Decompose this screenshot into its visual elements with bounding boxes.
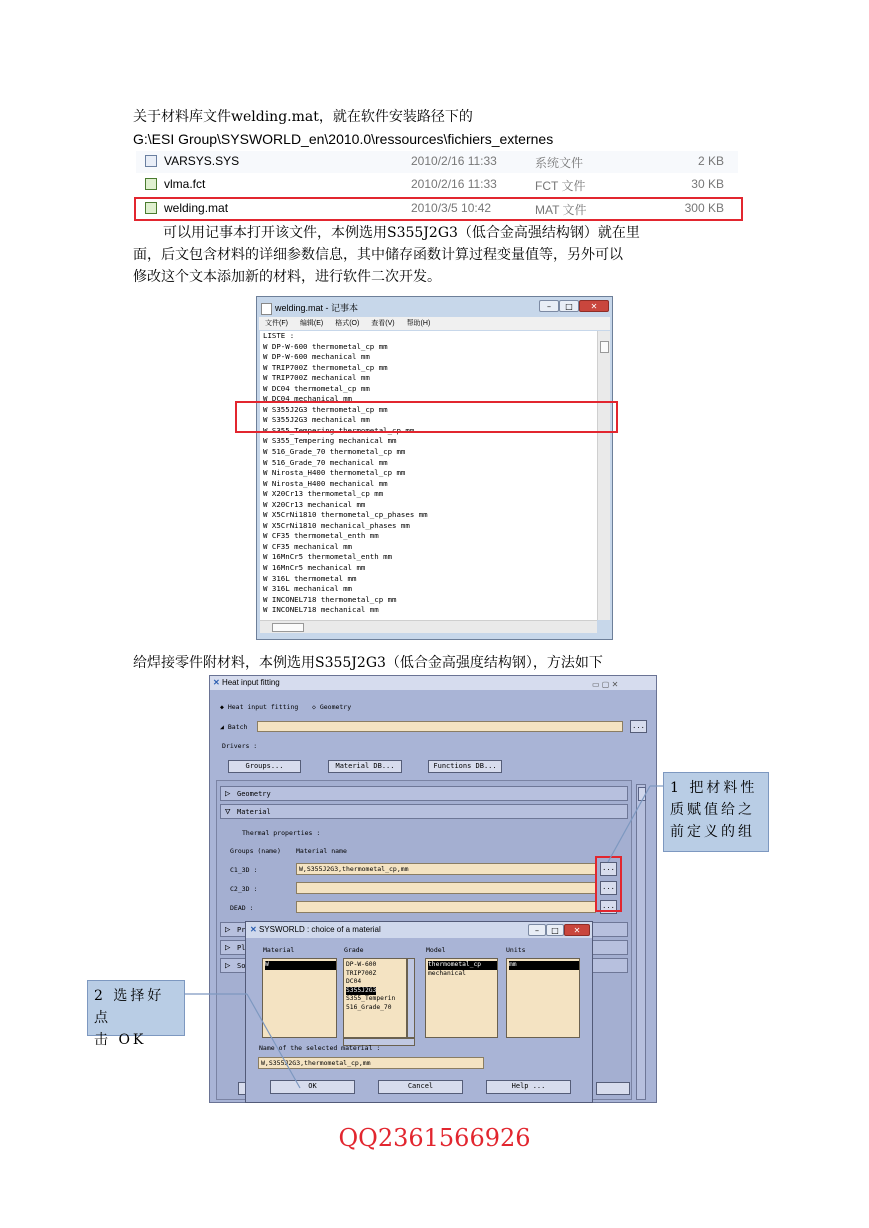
menu-format[interactable]: 格式(O): [335, 320, 360, 327]
text-line: W INCONEL718 thermometal_cp mm: [263, 594, 397, 604]
app-x-icon: ✕: [213, 678, 220, 687]
material-db-button[interactable]: Material DB...: [328, 760, 402, 773]
cancel-button[interactable]: Cancel: [378, 1080, 463, 1094]
expand-icon: ▷: [225, 943, 231, 953]
text-line: W 516_Grade_70 mechanical mm: [263, 457, 388, 467]
text-line: W S355_Tempering mechanical mm: [263, 436, 397, 446]
para2-line-3: 修改这个文本添加新的材料，进行软件二次开发。: [133, 269, 441, 285]
list-item[interactable]: TRIP700Z: [346, 969, 377, 977]
close-button[interactable]: ✕: [564, 924, 590, 936]
file-type: FCT 文件: [535, 179, 586, 193]
expand-icon: ▷: [225, 789, 231, 799]
tab-geometry[interactable]: ◇ Geometry: [312, 703, 352, 711]
selected-material-field[interactable]: W,S355J2G3,thermometal_cp,mm: [258, 1057, 484, 1069]
callout-select-ok: [87, 980, 185, 1048]
file-size: 30 KB: [691, 177, 724, 191]
group-label-dead: DEAD :: [230, 904, 254, 912]
choose-material-button-c2[interactable]: ...: [600, 881, 617, 895]
text-line: W 516_Grade_70 thermometal_cp mm: [263, 447, 406, 457]
menu-help[interactable]: 帮助(H): [406, 320, 431, 327]
material-field-c1[interactable]: W,S355J2G3,thermometal_cp,mm: [296, 863, 596, 875]
groups-button[interactable]: Groups...: [228, 760, 301, 773]
material-dialog-title: SYSWORLD : choice of a material: [258, 925, 381, 934]
section-collapsed-3[interactable]: ▷ So: [220, 958, 628, 973]
tab-heat-input[interactable]: ◆ Heat input fitting: [220, 703, 299, 711]
text-line: W 316L mechanical mm: [263, 584, 352, 594]
expand-icon: ▷: [225, 925, 231, 935]
footer-qq: QQ2361566926: [338, 1124, 531, 1152]
material-column-label: Material: [263, 946, 295, 954]
section-collapsed-1[interactable]: ▷ Pr: [220, 922, 628, 937]
minimize-button[interactable]: –: [539, 300, 559, 312]
text-line: W 16MnCr5 thermometal_enth mm: [263, 552, 393, 562]
choose-material-button-dead[interactable]: ...: [600, 900, 617, 914]
text-line: W S355J2G3 thermometal_cp mm: [263, 404, 388, 414]
text-line: W Nirosta_H400 thermometal_cp mm: [263, 468, 406, 478]
text-line: W X20Cr13 mechanical mm: [263, 499, 366, 509]
leader-line-2b: [247, 994, 300, 1088]
ok-button[interactable]: OK: [270, 1080, 355, 1094]
para2-line-1: 可以用记事本打开该文件，本例选用S355J2G3（低合金高强结构钢）就在里: [163, 225, 640, 241]
file-name: VARSYS.SYS: [164, 154, 240, 168]
callout-line: 1 把材料性: [670, 780, 758, 796]
file-date: 2010/3/5 10:42: [411, 201, 492, 215]
groups-column-header: Groups (name): [230, 847, 281, 855]
install-path: G:\ESI Group\SYSWORLD_en\2010.0\ressources\fichiers_externes: [133, 131, 554, 147]
maximize-button[interactable]: □: [546, 924, 564, 936]
list-item[interactable]: W: [265, 961, 336, 970]
grade-column-label: Grade: [344, 946, 364, 954]
para2-line-2: 面，后文包含材料的详细参数信息，其中储存函数计算过程变量值等，另外可以: [133, 247, 623, 263]
file-type: 系统文件: [535, 156, 584, 170]
callout-line: 质赋值给之: [670, 802, 755, 818]
file-size: 2 KB: [697, 154, 724, 168]
para3: 给焊接零件附材料，本例选用S355J2G3（低合金高强度结构钢），方法如下: [133, 655, 603, 671]
list-item-selected[interactable]: S355J2G3: [346, 986, 377, 994]
text-line: W DC04 mechanical mm: [263, 394, 352, 404]
text-line: W CF35 thermometal_enth mm: [263, 531, 379, 541]
functions-db-button[interactable]: Functions DB...: [428, 760, 502, 773]
section-collapsed-2[interactable]: ▷ Pl: [220, 940, 628, 955]
file-date: 2010/2/16 11:33: [411, 154, 497, 168]
selected-name-label: Name of the selected material :: [259, 1044, 381, 1052]
text-line: W S355J2G3 mechanical mm: [263, 415, 370, 425]
list-item[interactable]: DC04: [346, 978, 362, 986]
list-item[interactable]: 516_Grade_70: [346, 1003, 392, 1011]
close-button[interactable]: ✕: [579, 300, 609, 312]
file-name: vlma.fct: [164, 177, 206, 191]
text-line: W S355_Tempering thermometal_cp mm: [263, 425, 415, 435]
list-item[interactable]: mm: [509, 961, 579, 970]
file-size: 300 KB: [684, 201, 724, 215]
expand-icon: ▷: [225, 961, 231, 971]
text-line: W X5CrNi1810 thermometal_cp_phases mm: [263, 510, 428, 520]
callout-line: 击 OK: [94, 1032, 147, 1048]
drivers-label: Drivers :: [222, 742, 258, 750]
text-line: W Nirosta_H400 mechanical mm: [263, 478, 388, 488]
app-x-icon: ✕: [250, 925, 257, 934]
file-date: 2010/2/16 11:33: [411, 177, 497, 191]
text-line: W X20Cr13 thermometal_cp mm: [263, 489, 384, 499]
text-line: W DP-W-600 thermometal_cp mm: [263, 341, 388, 351]
callout-assign-material: [663, 772, 769, 852]
leader-line-1b: [608, 786, 650, 862]
material-column-header: Material name: [296, 847, 347, 855]
text-line: W TRIP700Z mechanical mm: [263, 373, 370, 383]
notepad-title: welding.mat - 记事本: [275, 303, 359, 313]
list-item[interactable]: DP-W-600: [346, 961, 377, 968]
list-item[interactable]: mechanical: [428, 969, 466, 977]
text-line: W DP-W-600 mechanical mm: [263, 352, 370, 362]
file-type: MAT 文件: [535, 203, 587, 217]
text-line: W INCONEL718 mechanical mm: [263, 605, 379, 615]
intro-line-1: 关于材料库文件welding.mat，就在软件安装路径下的: [133, 109, 473, 125]
model-column-label: Model: [426, 946, 446, 954]
list-item-selected[interactable]: thermometal_cp: [428, 961, 497, 970]
text-line: LISTE :: [263, 331, 295, 340]
window-controls-icon[interactable]: ▭ ▢ ✕: [592, 680, 619, 689]
group-label-c2: C2_3D :: [230, 885, 258, 893]
text-line: W CF35 mechanical mm: [263, 541, 352, 551]
text-line: W 316L thermometal mm: [263, 573, 357, 583]
choose-material-button-c1[interactable]: ...: [600, 862, 617, 876]
callout-line: 2 选择好点: [94, 988, 165, 1026]
text-line: W TRIP700Z thermometal_cp mm: [263, 362, 388, 372]
text-line: W X5CrNi1810 mechanical_phases mm: [263, 520, 410, 530]
units-column-label: Units: [506, 946, 526, 954]
section-material[interactable]: ▽ Material: [220, 804, 628, 819]
file-name: welding.mat: [164, 201, 229, 215]
help-button[interactable]: Help ...: [486, 1080, 571, 1094]
maximize-button[interactable]: □: [559, 300, 579, 312]
callout-line: 前定义的组: [670, 824, 755, 840]
menu-edit[interactable]: 编辑(E): [299, 320, 324, 327]
group-label-c1: C1_3D :: [230, 866, 258, 874]
menu-view[interactable]: 查看(V): [371, 320, 395, 327]
minimize-button[interactable]: –: [528, 924, 546, 936]
section-geometry[interactable]: ▷ Geometry: [220, 786, 628, 801]
text-line: W 16MnCr5 mechanical mm: [263, 563, 366, 573]
list-item[interactable]: S355_Temperin: [346, 995, 396, 1003]
menu-file[interactable]: 文件(F): [265, 320, 288, 327]
thermal-properties-label: Thermal properties :: [242, 829, 321, 837]
collapse-icon: ▽: [225, 807, 231, 817]
batch-label: ◢ Batch: [220, 723, 248, 731]
text-line: W DC04 thermometal_cp mm: [263, 383, 370, 393]
batch-browse-button[interactable]: ...: [630, 720, 647, 733]
heat-dialog-title: Heat input fitting: [221, 678, 280, 687]
